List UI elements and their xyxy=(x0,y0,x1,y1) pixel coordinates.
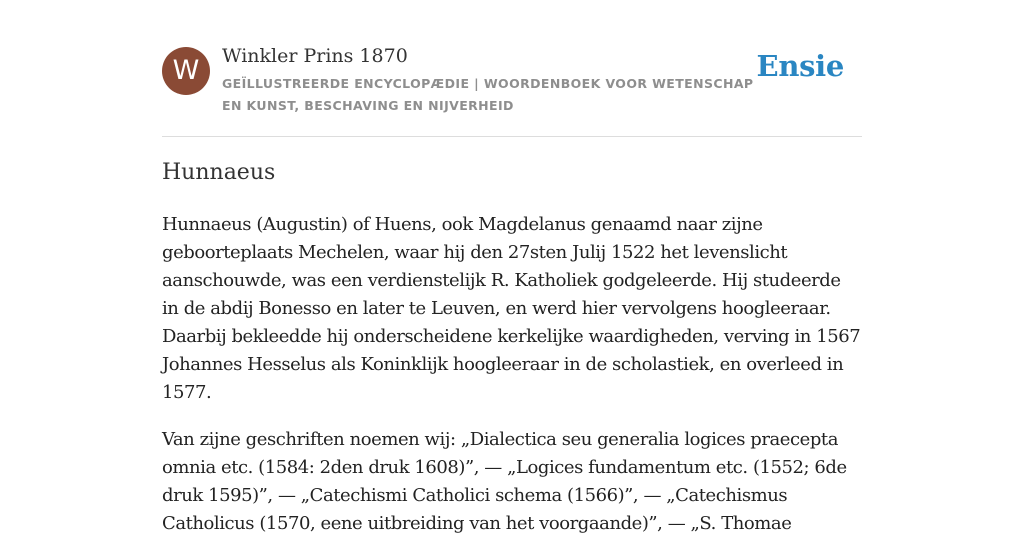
source-header xyxy=(162,0,862,137)
ensie-logo-link[interactable]: Ensie xyxy=(756,49,844,83)
entry-paragraph: Van zijne geschriften noemen wij: „Dialectica seu generalia logices praecepta omnia etc. (1584: 2den druk 1608)”, — „Logices fundamentum etc. (1552; 6de druk 1595)”, — „Catechismi Catholici schema (1566)”, — „Catechismus Catholicus (1570, eene uitbreiding van het voorgaande)”, — „S. Thomae xyxy=(162,429,847,534)
entry-body xyxy=(162,211,862,557)
entry-paragraph: Hunnaeus (Augustin) of Huens, ook Magdelanus genaamd naar zijne geboorteplaats Mechelen, waar hij den 27sten Julij 1522 het levenslicht aanschouwde, was een verdienstelijk R. Katholiek godgeleerde. Hij studeerde in de abdij Bonesso en later te Leuven, en werd hier vervolgens hoogleeraar. Daarbij bekleedde hij onderscheidene kerkelijke waardigheden, verving in 1567 Johannes Hesselus als Koninklijk hoogleeraar in de scholastiek, en overleed in 1577. xyxy=(162,214,861,403)
source-title[interactable]: Winkler Prins 1870 xyxy=(222,45,408,67)
page xyxy=(162,0,862,534)
source-subtitle: GEÏLLUSTREERDE ENCYCLOPÆDIE | WOORDENBOEK VOOR WETENSCHAP EN KUNST, BESCHAVING EN NIJVERHEID xyxy=(222,76,754,113)
source-avatar[interactable]: W xyxy=(162,47,210,95)
entry-title: Hunnaeus xyxy=(162,160,276,185)
